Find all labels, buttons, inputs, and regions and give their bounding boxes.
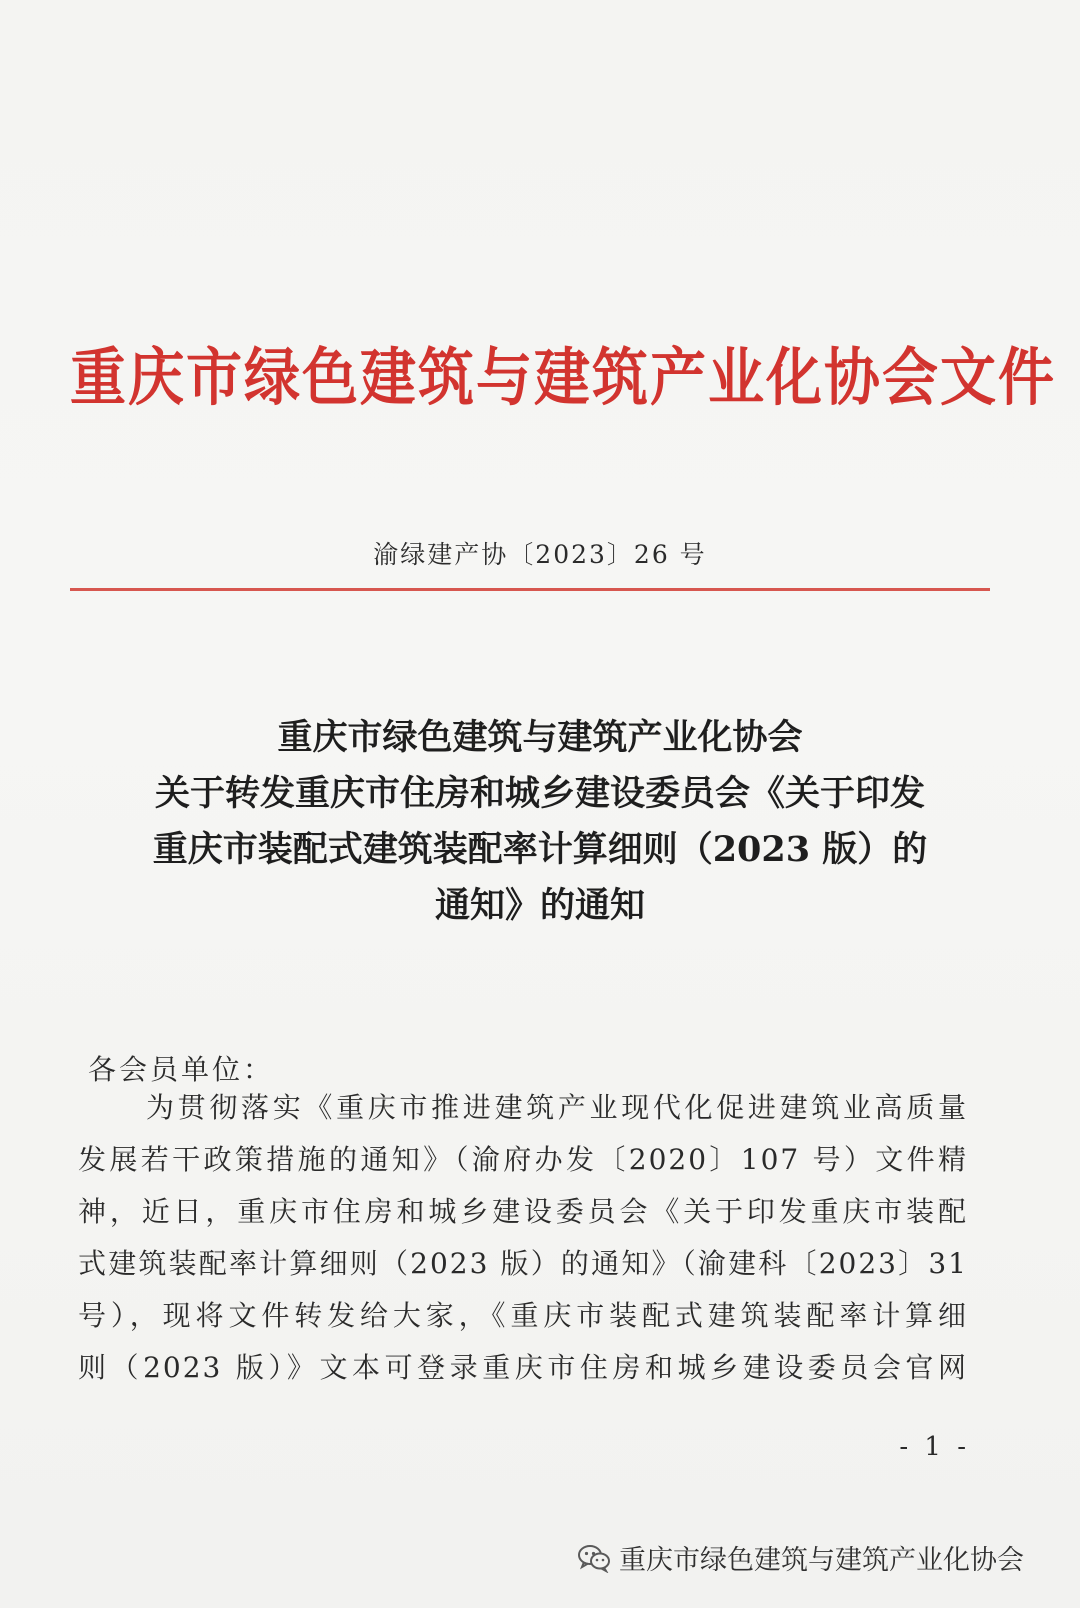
page-number: - 1 - (899, 1432, 970, 1462)
notice-title-line: 通知》的通知 (434, 885, 645, 926)
notice-title-line: 关于转发重庆市住房和城乡建设委员会《关于印发 (154, 773, 925, 814)
body-line: 神，近日，重庆市住房和城乡建设委员会《关于印发重庆市装配 (78, 1195, 968, 1228)
body-line: 式建筑装配率计算细则（2023 版）的通知》（渝建科〔2023〕31 (78, 1247, 968, 1280)
document-header-title: 重庆市绿色建筑与建筑产业化协会文件 (70, 340, 1056, 415)
body-line: 则（2023 版）》文本可登录重庆市住房和城乡建设委员会官网 (78, 1351, 968, 1384)
notice-title-line: 重庆市绿色建筑与建筑产业化协会 (277, 717, 803, 758)
salutation: 各会员单位： (88, 1053, 275, 1086)
notice-title-line: 重庆市装配式建筑装配率计算细则（2023 版）的 (152, 829, 928, 870)
wechat-icon (577, 1543, 611, 1573)
body-paragraph (78, 1082, 968, 1394)
wechat-watermark (577, 1538, 1024, 1577)
body-line: 发展若干政策措施的通知》（渝府办发〔2020〕107 号）文件精 (78, 1143, 968, 1176)
body-line: 号），现将文件转发给大家，《重庆市装配式建筑装配率计算细 (78, 1299, 968, 1332)
red-divider-line (70, 588, 990, 591)
watermark-label: 重庆市绿色建筑与建筑产业化协会 (619, 1545, 1024, 1576)
body-line: 为贯彻落实《重庆市推进建筑产业现代化促进建筑业高质量 (146, 1091, 968, 1124)
notice-title (60, 710, 1020, 934)
document-number: 渝绿建产协〔2023〕26 号 (373, 540, 707, 569)
